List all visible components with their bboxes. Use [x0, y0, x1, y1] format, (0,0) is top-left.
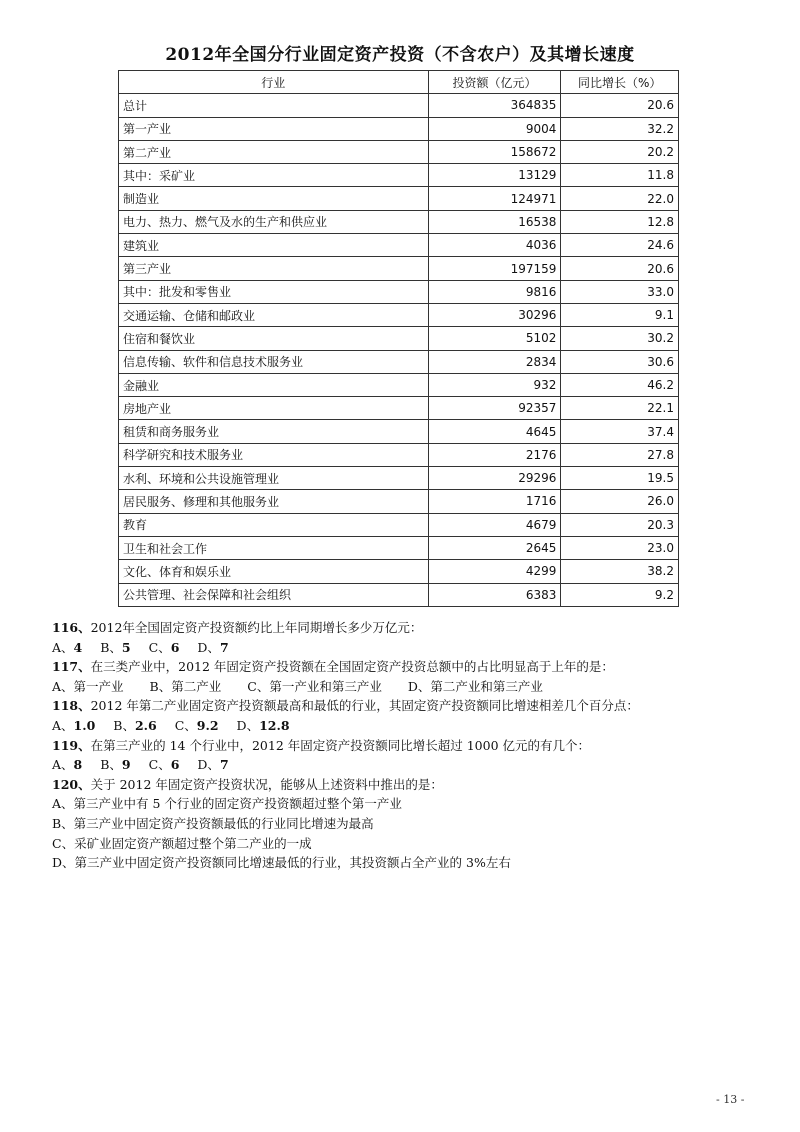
- option-value: 8: [73, 757, 83, 773]
- question-stem: 在第三产业的 14 个行业中，2012 年固定资产投资额同比增长超过 1000 亿元的有几个：: [90, 737, 591, 753]
- option-value: 第一产业: [73, 678, 124, 694]
- option-value: 12.8: [259, 717, 290, 733]
- option-value: 6: [170, 757, 180, 773]
- question-text: [52, 618, 772, 638]
- growth-cell: 23.0: [561, 536, 679, 559]
- option-item: [197, 757, 228, 772]
- question-stem: 2012 年第二产业固定资产投资额最高和最低的行业，其固定资产投资额同比增速相差几个百分点：: [90, 698, 639, 714]
- table-row: [119, 140, 679, 163]
- growth-cell: 33.0: [561, 280, 679, 303]
- table-row: [119, 234, 679, 257]
- table-row: [119, 117, 679, 140]
- growth-cell: 46.2: [561, 373, 679, 396]
- question-text: [52, 696, 772, 716]
- investment-cell: 13129: [428, 164, 561, 187]
- table-row: [119, 373, 679, 396]
- industry-cell: 其中：批发和零售业: [119, 280, 429, 303]
- question-text: [52, 736, 772, 756]
- option-item: [237, 718, 290, 733]
- investment-cell: 29296: [428, 467, 561, 490]
- industry-cell: 电力、热力、燃气及水的生产和供应业: [119, 210, 429, 233]
- option-label: D、: [407, 678, 431, 694]
- option-value: 2.6: [134, 717, 157, 733]
- question-number: 117: [52, 659, 79, 675]
- table-row: [119, 490, 679, 513]
- option-value: 第一产业和第三产业: [269, 678, 382, 694]
- growth-cell: 12.8: [561, 210, 679, 233]
- table-header-row: [119, 71, 679, 94]
- option-item: [247, 679, 382, 694]
- investment-cell: 2834: [428, 350, 561, 373]
- question-stem: 2012年全国固定资产投资额约比上年同期增长多少万亿元：: [90, 620, 423, 635]
- investment-cell: 4299: [428, 560, 561, 583]
- questions-section: [52, 618, 772, 873]
- option-value: 7: [219, 757, 229, 773]
- option-value: 第二产业和第三产业: [430, 678, 543, 694]
- option-label: B、: [100, 639, 122, 655]
- industry-cell: 房地产业: [119, 397, 429, 420]
- question-options: [52, 677, 772, 697]
- option-label: A、: [52, 678, 74, 694]
- investment-cell: 2176: [428, 443, 561, 466]
- investment-cell: 197159: [428, 257, 561, 280]
- option-item: [150, 679, 222, 694]
- investment-cell: 158672: [428, 140, 561, 163]
- industry-cell: 公共管理、社会保障和社会组织: [119, 583, 429, 606]
- option-item: [52, 679, 124, 694]
- question-options: [52, 755, 772, 775]
- table-row: [119, 327, 679, 350]
- question-separator: 、: [78, 776, 91, 792]
- industry-cell: 第二产业: [119, 140, 429, 163]
- table-row: [119, 397, 679, 420]
- header-investment: 投资额（亿元）: [428, 71, 561, 94]
- table-row: [119, 164, 679, 187]
- industry-cell: 水利、环境和公共设施管理业: [119, 467, 429, 490]
- investment-table: [118, 70, 679, 607]
- header-growth: 同比增长（%）: [561, 71, 679, 94]
- question-separator: 、: [78, 620, 91, 635]
- investment-cell: 6383: [428, 583, 561, 606]
- industry-cell: 交通运输、仓储和邮政业: [119, 303, 429, 326]
- growth-cell: 22.0: [561, 187, 679, 210]
- investment-cell: 932: [428, 373, 561, 396]
- investment-cell: 364835: [428, 94, 561, 117]
- growth-cell: 9.1: [561, 303, 679, 326]
- industry-cell: 金融业: [119, 373, 429, 396]
- table-row: [119, 257, 679, 280]
- option-label: D、: [197, 757, 220, 773]
- investment-cell: 92357: [428, 397, 561, 420]
- industry-cell: 住宿和餐饮业: [119, 327, 429, 350]
- option-value: 7: [219, 639, 229, 655]
- option-item: [149, 640, 180, 655]
- investment-cell: 9816: [428, 280, 561, 303]
- investment-cell: 30296: [428, 303, 561, 326]
- table-row: [119, 420, 679, 443]
- table-body: [119, 94, 679, 607]
- option-value: 9: [121, 757, 131, 773]
- question-number: 119: [52, 737, 79, 753]
- question-stem: 在三类产业中，2012 年固定资产投资额在全国固定资产投资总额中的占比明显高于上年的是：: [90, 659, 614, 675]
- growth-cell: 20.6: [561, 94, 679, 117]
- option-item: [197, 640, 228, 655]
- question-number: 118: [52, 698, 79, 714]
- industry-cell: 总计: [119, 94, 429, 117]
- table-row: [119, 94, 679, 117]
- industry-cell: 其中：采矿业: [119, 164, 429, 187]
- option-value: 5: [121, 639, 131, 655]
- growth-cell: 20.2: [561, 140, 679, 163]
- option-statement: C、采矿业固定资产额超过整个第二产业的一成: [52, 835, 312, 851]
- option-value: 6: [170, 639, 180, 655]
- option-label: D、: [236, 717, 260, 733]
- industry-cell: 制造业: [119, 187, 429, 210]
- growth-cell: 38.2: [561, 560, 679, 583]
- growth-cell: 26.0: [561, 490, 679, 513]
- option-value: 第二产业: [171, 678, 222, 694]
- industry-cell: 信息传输、软件和信息技术服务业: [119, 350, 429, 373]
- option-label: B、: [149, 678, 172, 694]
- investment-cell: 4645: [428, 420, 561, 443]
- investment-cell: 2645: [428, 536, 561, 559]
- option-item: [149, 757, 180, 772]
- table-row: [119, 467, 679, 490]
- option-value: 1.0: [73, 717, 96, 733]
- option-label: C、: [148, 757, 171, 773]
- investment-cell: 5102: [428, 327, 561, 350]
- option-statement: D、第三产业中固定资产投资额同比增速最低的行业，其投资额占全产业的 3%左右: [52, 855, 511, 871]
- growth-cell: 9.2: [561, 583, 679, 606]
- growth-cell: 24.6: [561, 234, 679, 257]
- header-industry: 行业: [119, 71, 429, 94]
- growth-cell: 20.3: [561, 513, 679, 536]
- industry-cell: 科学研究和技术服务业: [119, 443, 429, 466]
- question-stem: 关于 2012 年固定资产投资状况，能够从上述资料中推出的是：: [90, 776, 443, 792]
- option-value: 9.2: [196, 717, 219, 733]
- table-title: 2012年全国分行业固定资产投资（不含农户）及其增长速度: [165, 45, 635, 65]
- industry-cell: 教育: [119, 513, 429, 536]
- option-item: [100, 640, 130, 655]
- industry-cell: 居民服务、修理和其他服务业: [119, 490, 429, 513]
- table-row: [119, 280, 679, 303]
- option-label: D、: [197, 639, 220, 655]
- investment-cell: 124971: [428, 187, 561, 210]
- option-item: [113, 718, 156, 733]
- table-row: [119, 303, 679, 326]
- growth-cell: 37.4: [561, 420, 679, 443]
- growth-cell: 30.6: [561, 350, 679, 373]
- investment-cell: 4679: [428, 513, 561, 536]
- option-statement: B、第三产业中固定资产投资额最低的行业同比增速为最高: [52, 815, 374, 831]
- table-row: [119, 187, 679, 210]
- question-number: 116: [52, 620, 79, 635]
- investment-cell: 9004: [428, 117, 561, 140]
- table-row: [119, 583, 679, 606]
- option-item: [100, 757, 130, 772]
- growth-cell: 30.2: [561, 327, 679, 350]
- option-label: A、: [52, 757, 74, 773]
- industry-cell: 租赁和商务服务业: [119, 420, 429, 443]
- option-item: [52, 640, 82, 655]
- option-label: B、: [100, 757, 122, 773]
- option-statement: A、第三产业中有 5 个行业的固定资产投资额超过整个第一产业: [52, 796, 402, 812]
- table-row: [119, 536, 679, 559]
- growth-cell: 27.8: [561, 443, 679, 466]
- table-row: [119, 210, 679, 233]
- option-label: C、: [247, 678, 270, 694]
- investment-cell: 4036: [428, 234, 561, 257]
- growth-cell: 19.5: [561, 467, 679, 490]
- option-label: B、: [113, 717, 135, 733]
- option-label: C、: [148, 639, 171, 655]
- option-item: [52, 718, 95, 733]
- question-separator: 、: [78, 659, 91, 675]
- industry-cell: 第三产业: [119, 257, 429, 280]
- industry-cell: 建筑业: [119, 234, 429, 257]
- growth-cell: 22.1: [561, 397, 679, 420]
- growth-cell: 11.8: [561, 164, 679, 187]
- option-label: A、: [52, 639, 74, 655]
- table-row: [119, 513, 679, 536]
- question-separator: 、: [78, 698, 91, 714]
- question-text: [52, 657, 772, 677]
- option-label: A、: [52, 717, 74, 733]
- growth-cell: 20.6: [561, 257, 679, 280]
- question-number: 120: [52, 776, 79, 792]
- question-separator: 、: [78, 737, 91, 753]
- investment-cell: 16538: [428, 210, 561, 233]
- table-row: [119, 443, 679, 466]
- option-item: [175, 718, 219, 733]
- option-item: [408, 679, 543, 694]
- table-row: [119, 560, 679, 583]
- industry-cell: 第一产业: [119, 117, 429, 140]
- investment-cell: 1716: [428, 490, 561, 513]
- page-number: - 13 -: [716, 1093, 745, 1106]
- option-label: C、: [174, 717, 197, 733]
- question-options: [52, 716, 772, 736]
- option-value: 4: [73, 639, 83, 655]
- question-text: [52, 775, 772, 795]
- growth-cell: 32.2: [561, 117, 679, 140]
- industry-cell: 卫生和社会工作: [119, 536, 429, 559]
- industry-cell: 文化、体育和娱乐业: [119, 560, 429, 583]
- question-options: [52, 638, 772, 658]
- option-item: [52, 757, 82, 772]
- table-row: [119, 350, 679, 373]
